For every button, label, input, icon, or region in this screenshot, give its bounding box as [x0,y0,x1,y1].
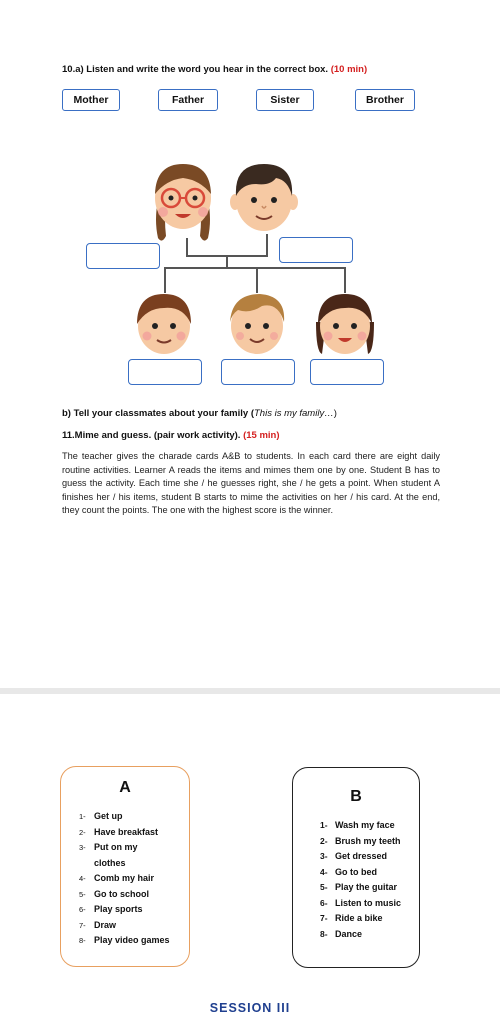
tree-line [256,267,258,293]
card-a-item: 1- Get up [79,811,123,821]
boy-face-icon [226,292,288,356]
tree-line [164,267,346,269]
session-heading: SESSION III [209,1001,291,1015]
card-a-list [79,809,183,949]
section-b-text: b) Tell your classmates about your family ( [62,408,254,419]
tree-line [344,267,346,293]
section-b-title [62,408,337,419]
exercise-11-title [62,430,280,441]
card-b-item: 7- Ride a bike [320,913,383,923]
word-box-father: Father [158,89,218,111]
card-a-label: A [119,779,131,796]
page-divider [0,688,500,694]
exercise-10-title-text: 10.a) Listen and write the word you hear in the correct box. [62,64,329,75]
word-box-brother: Brother [355,89,415,111]
girl-face-icon [133,292,195,356]
sister-face-icon [314,292,376,356]
tree-line [186,238,188,256]
card-b-item: 8- Dance [320,928,363,939]
word-box-mother: Mother [62,89,120,111]
card-b-item: 1- Wash my face [320,820,395,830]
exercise-11-time: (15 min) [243,430,280,441]
answer-box-child-1[interactable] [128,359,202,385]
card-b-item: 3- Get dressed [320,851,388,861]
answer-box-child-3[interactable] [310,359,384,385]
tree-line [266,234,268,256]
word-box-sister: Sister [256,89,314,111]
card-a-item: 2- Have breakfast [79,826,159,837]
card-a-item: 5- Go to school [79,888,149,899]
card-b-item: 2- Brush my teeth [320,835,401,846]
charade-card-b [292,767,420,968]
exercise-10-title [62,64,367,75]
card-b-item: 5- Play the guitar [320,882,398,892]
exercise-10-time: (10 min) [330,64,368,75]
card-a-item: 4- Comb my hair [79,873,155,883]
exercise-11-title-text: 11.Mime and guess. (pair work activity). [62,430,241,441]
answer-box-mother[interactable] [86,243,160,269]
card-b-item: 4- Go to bed [320,866,377,877]
answer-box-child-2[interactable] [221,359,295,385]
answer-box-father[interactable] [279,237,353,263]
exercise-11-instructions: The teacher gives the charade cards A&B to students. In each card there are eight daily routine activities. Learner A reads the items and mimes them one by one. Student B has to guess the activity. Each time she / he guesses right, she / he gets a point. When student A finishes her / his items, student B starts to mime the activities on her / his card. At the end, they count the points. The one with the highest score is the winner. [62,451,440,516]
card-a-item: 8- Play video games [79,935,170,945]
mother-face-icon [148,160,218,244]
card-b-item: 6- Listen to music [320,897,402,908]
card-a-item: 3- Put on my clothes [79,842,138,868]
card-a-item: 7- Draw [79,919,117,930]
tree-line [164,267,166,293]
card-b-label: B [350,788,362,805]
section-b-example: This is my family… [254,408,334,419]
card-a-item: 6- Play sports [79,904,143,914]
section-b-close: ) [333,408,337,419]
charade-card-a [60,766,190,967]
father-face-icon [230,162,298,234]
card-b-list [320,818,416,942]
